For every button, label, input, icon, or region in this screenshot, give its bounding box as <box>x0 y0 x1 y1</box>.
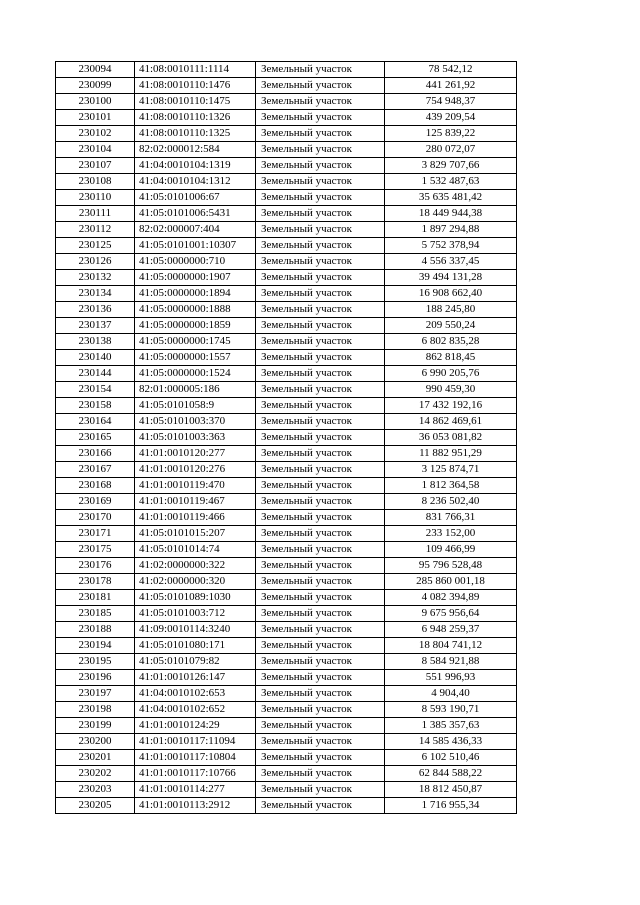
cadastral-value-cell: 18 449 944,38 <box>385 206 517 222</box>
cadastral-number-cell: 41:05:0000000:1524 <box>135 366 256 382</box>
object-type-cell: Земельный участок <box>256 718 385 734</box>
table-row <box>56 158 517 174</box>
row-id-cell: 230138 <box>56 334 135 350</box>
row-id-cell: 230094 <box>56 62 135 78</box>
table-row <box>56 190 517 206</box>
table-row <box>56 542 517 558</box>
table-row <box>56 62 517 78</box>
object-type-cell: Земельный участок <box>256 542 385 558</box>
row-id-cell: 230202 <box>56 766 135 782</box>
object-type-cell: Земельный участок <box>256 606 385 622</box>
cadastral-value-cell: 6 102 510,46 <box>385 750 517 766</box>
table-row <box>56 366 517 382</box>
table-row <box>56 702 517 718</box>
object-type-cell: Земельный участок <box>256 526 385 542</box>
cadastral-number-cell: 41:02:0000000:322 <box>135 558 256 574</box>
cadastral-number-cell: 41:05:0000000:1907 <box>135 270 256 286</box>
row-id-cell: 230100 <box>56 94 135 110</box>
row-id-cell: 230104 <box>56 142 135 158</box>
cadastral-number-cell: 41:05:0000000:1557 <box>135 350 256 366</box>
cadastral-number-cell: 41:08:0010110:1475 <box>135 94 256 110</box>
object-type-cell: Земельный участок <box>256 206 385 222</box>
table-row <box>56 174 517 190</box>
row-id-cell: 230205 <box>56 798 135 814</box>
cadastral-value-cell: 4 904,40 <box>385 686 517 702</box>
object-type-cell: Земельный участок <box>256 398 385 414</box>
cadastral-number-cell: 41:05:0101003:363 <box>135 430 256 446</box>
table-row <box>56 110 517 126</box>
table-row <box>56 670 517 686</box>
cadastral-value-cell: 16 908 662,40 <box>385 286 517 302</box>
object-type-cell: Земельный участок <box>256 670 385 686</box>
cadastral-number-cell: 41:05:0101001:10307 <box>135 238 256 254</box>
row-id-cell: 230171 <box>56 526 135 542</box>
row-id-cell: 230188 <box>56 622 135 638</box>
row-id-cell: 230176 <box>56 558 135 574</box>
cadastral-number-cell: 41:04:0010102:653 <box>135 686 256 702</box>
cadastral-value-cell: 551 996,93 <box>385 670 517 686</box>
table-row <box>56 302 517 318</box>
row-id-cell: 230136 <box>56 302 135 318</box>
object-type-cell: Земельный участок <box>256 430 385 446</box>
cadastral-number-cell: 41:05:0101058:9 <box>135 398 256 414</box>
table-row <box>56 654 517 670</box>
cadastral-value-cell: 1 385 357,63 <box>385 718 517 734</box>
cadastral-number-cell: 41:05:0101080:171 <box>135 638 256 654</box>
table-row <box>56 638 517 654</box>
table-row <box>56 478 517 494</box>
cadastral-number-cell: 41:04:0010104:1319 <box>135 158 256 174</box>
table-row <box>56 590 517 606</box>
cadastral-number-cell: 41:08:0010111:1114 <box>135 62 256 78</box>
cadastral-value-cell: 9 675 956,64 <box>385 606 517 622</box>
cadastral-value-cell: 209 550,24 <box>385 318 517 334</box>
cadastral-number-cell: 41:01:0010119:466 <box>135 510 256 526</box>
table-row <box>56 782 517 798</box>
cadastral-number-cell: 41:09:0010114:3240 <box>135 622 256 638</box>
object-type-cell: Земельный участок <box>256 62 385 78</box>
object-type-cell: Земельный участок <box>256 238 385 254</box>
cadastral-value-cell: 1 532 487,63 <box>385 174 517 190</box>
cadastral-value-cell: 3 829 707,66 <box>385 158 517 174</box>
cadastral-number-cell: 82:01:000005:186 <box>135 382 256 398</box>
table-row <box>56 798 517 814</box>
table-row <box>56 286 517 302</box>
cadastral-value-cell: 35 635 481,42 <box>385 190 517 206</box>
table-row <box>56 430 517 446</box>
cadastral-number-cell: 41:01:0010113:2912 <box>135 798 256 814</box>
cadastral-value-cell: 4 082 394,89 <box>385 590 517 606</box>
cadastral-number-cell: 41:01:0010117:10766 <box>135 766 256 782</box>
row-id-cell: 230168 <box>56 478 135 494</box>
cadastral-number-cell: 41:08:0010110:1325 <box>135 126 256 142</box>
row-id-cell: 230196 <box>56 670 135 686</box>
cadastral-number-cell: 41:01:0010120:276 <box>135 462 256 478</box>
table-row <box>56 382 517 398</box>
cadastral-value-cell: 188 245,80 <box>385 302 517 318</box>
object-type-cell: Земельный участок <box>256 334 385 350</box>
table-row <box>56 526 517 542</box>
object-type-cell: Земельный участок <box>256 654 385 670</box>
table-row <box>56 574 517 590</box>
cadastral-value-cell: 831 766,31 <box>385 510 517 526</box>
cadastral-value-cell: 18 812 450,87 <box>385 782 517 798</box>
row-id-cell: 230140 <box>56 350 135 366</box>
object-type-cell: Земельный участок <box>256 286 385 302</box>
row-id-cell: 230175 <box>56 542 135 558</box>
row-id-cell: 230132 <box>56 270 135 286</box>
cadastral-value-cell: 285 860 001,18 <box>385 574 517 590</box>
row-id-cell: 230170 <box>56 510 135 526</box>
object-type-cell: Земельный участок <box>256 734 385 750</box>
row-id-cell: 230178 <box>56 574 135 590</box>
object-type-cell: Земельный участок <box>256 350 385 366</box>
cadastral-number-cell: 41:05:0101003:370 <box>135 414 256 430</box>
row-id-cell: 230134 <box>56 286 135 302</box>
object-type-cell: Земельный участок <box>256 126 385 142</box>
cadastral-number-cell: 41:05:0000000:1859 <box>135 318 256 334</box>
table-row <box>56 446 517 462</box>
cadastral-value-cell: 11 882 951,29 <box>385 446 517 462</box>
cadastral-number-cell: 41:08:0010110:1476 <box>135 78 256 94</box>
object-type-cell: Земельный участок <box>256 318 385 334</box>
object-type-cell: Земельный участок <box>256 78 385 94</box>
cadastral-value-cell: 8 236 502,40 <box>385 494 517 510</box>
cadastral-value-cell: 990 459,30 <box>385 382 517 398</box>
object-type-cell: Земельный участок <box>256 702 385 718</box>
cadastral-value-cell: 441 261,92 <box>385 78 517 94</box>
row-id-cell: 230111 <box>56 206 135 222</box>
cadastral-value-cell: 5 752 378,94 <box>385 238 517 254</box>
cadastral-number-cell: 41:01:0010126:147 <box>135 670 256 686</box>
object-type-cell: Земельный участок <box>256 158 385 174</box>
cadastral-number-cell: 41:05:0000000:1745 <box>135 334 256 350</box>
object-type-cell: Земельный участок <box>256 222 385 238</box>
row-id-cell: 230137 <box>56 318 135 334</box>
table-row <box>56 734 517 750</box>
cadastral-number-cell: 41:05:0000000:1888 <box>135 302 256 318</box>
cadastral-value-cell: 1 812 364,58 <box>385 478 517 494</box>
table-row <box>56 270 517 286</box>
cadastral-number-cell: 82:02:000007:404 <box>135 222 256 238</box>
table-row <box>56 78 517 94</box>
row-id-cell: 230154 <box>56 382 135 398</box>
object-type-cell: Земельный участок <box>256 766 385 782</box>
cadastral-value-cell: 280 072,07 <box>385 142 517 158</box>
object-type-cell: Земельный участок <box>256 750 385 766</box>
cadastral-number-cell: 41:01:0010119:470 <box>135 478 256 494</box>
cadastral-value-cell: 18 804 741,12 <box>385 638 517 654</box>
row-id-cell: 230164 <box>56 414 135 430</box>
object-type-cell: Земельный участок <box>256 622 385 638</box>
table-row <box>56 206 517 222</box>
object-type-cell: Земельный участок <box>256 366 385 382</box>
row-id-cell: 230185 <box>56 606 135 622</box>
cadastral-value-cell: 39 494 131,28 <box>385 270 517 286</box>
cadastral-number-cell: 41:02:0000000:320 <box>135 574 256 590</box>
cadastral-value-cell: 14 585 436,33 <box>385 734 517 750</box>
cadastral-value-cell: 125 839,22 <box>385 126 517 142</box>
object-type-cell: Земельный участок <box>256 94 385 110</box>
cadastral-number-cell: 41:01:0010120:277 <box>135 446 256 462</box>
cadastral-number-cell: 41:05:0101015:207 <box>135 526 256 542</box>
object-type-cell: Земельный участок <box>256 494 385 510</box>
row-id-cell: 230169 <box>56 494 135 510</box>
object-type-cell: Земельный участок <box>256 462 385 478</box>
cadastral-value-cell: 1 897 294,88 <box>385 222 517 238</box>
table-row <box>56 558 517 574</box>
table-row <box>56 686 517 702</box>
cadastral-value-cell: 14 862 469,61 <box>385 414 517 430</box>
row-id-cell: 230201 <box>56 750 135 766</box>
row-id-cell: 230110 <box>56 190 135 206</box>
cadastral-number-cell: 41:01:0010119:467 <box>135 494 256 510</box>
object-type-cell: Земельный участок <box>256 782 385 798</box>
property-table <box>55 61 517 814</box>
cadastral-number-cell: 82:02:000012:584 <box>135 142 256 158</box>
table-row <box>56 414 517 430</box>
cadastral-value-cell: 6 990 205,76 <box>385 366 517 382</box>
table-row <box>56 750 517 766</box>
cadastral-value-cell: 62 844 588,22 <box>385 766 517 782</box>
table-row <box>56 222 517 238</box>
row-id-cell: 230167 <box>56 462 135 478</box>
row-id-cell: 230194 <box>56 638 135 654</box>
row-id-cell: 230126 <box>56 254 135 270</box>
object-type-cell: Земельный участок <box>256 638 385 654</box>
row-id-cell: 230198 <box>56 702 135 718</box>
table-row <box>56 510 517 526</box>
row-id-cell: 230107 <box>56 158 135 174</box>
object-type-cell: Земельный участок <box>256 270 385 286</box>
cadastral-number-cell: 41:05:0101003:712 <box>135 606 256 622</box>
object-type-cell: Земельный участок <box>256 686 385 702</box>
table-row <box>56 334 517 350</box>
table-row <box>56 462 517 478</box>
cadastral-number-cell: 41:05:0101014:74 <box>135 542 256 558</box>
row-id-cell: 230108 <box>56 174 135 190</box>
table-row <box>56 718 517 734</box>
row-id-cell: 230199 <box>56 718 135 734</box>
object-type-cell: Земельный участок <box>256 414 385 430</box>
table-row <box>56 494 517 510</box>
object-type-cell: Земельный участок <box>256 110 385 126</box>
table-row <box>56 94 517 110</box>
cadastral-value-cell: 6 802 835,28 <box>385 334 517 350</box>
object-type-cell: Земельный участок <box>256 174 385 190</box>
cadastral-value-cell: 95 796 528,48 <box>385 558 517 574</box>
object-type-cell: Земельный участок <box>256 446 385 462</box>
row-id-cell: 230112 <box>56 222 135 238</box>
row-id-cell: 230203 <box>56 782 135 798</box>
row-id-cell: 230158 <box>56 398 135 414</box>
table-row <box>56 766 517 782</box>
cadastral-value-cell: 6 948 259,37 <box>385 622 517 638</box>
table-row <box>56 318 517 334</box>
cadastral-value-cell: 4 556 337,45 <box>385 254 517 270</box>
table-row <box>56 606 517 622</box>
object-type-cell: Земельный участок <box>256 190 385 206</box>
object-type-cell: Земельный участок <box>256 382 385 398</box>
cadastral-value-cell: 754 948,37 <box>385 94 517 110</box>
cadastral-value-cell: 233 152,00 <box>385 526 517 542</box>
cadastral-number-cell: 41:01:0010117:11094 <box>135 734 256 750</box>
object-type-cell: Земельный участок <box>256 798 385 814</box>
row-id-cell: 230200 <box>56 734 135 750</box>
object-type-cell: Земельный участок <box>256 558 385 574</box>
property-table-body <box>56 62 517 814</box>
row-id-cell: 230099 <box>56 78 135 94</box>
cadastral-value-cell: 17 432 192,16 <box>385 398 517 414</box>
cadastral-number-cell: 41:05:0101089:1030 <box>135 590 256 606</box>
cadastral-value-cell: 3 125 874,71 <box>385 462 517 478</box>
cadastral-number-cell: 41:01:0010124:29 <box>135 718 256 734</box>
cadastral-number-cell: 41:05:0000000:710 <box>135 254 256 270</box>
cadastral-value-cell: 439 209,54 <box>385 110 517 126</box>
cadastral-number-cell: 41:05:0101006:5431 <box>135 206 256 222</box>
object-type-cell: Земельный участок <box>256 142 385 158</box>
row-id-cell: 230197 <box>56 686 135 702</box>
table-row <box>56 622 517 638</box>
row-id-cell: 230195 <box>56 654 135 670</box>
cadastral-number-cell: 41:01:0010117:10804 <box>135 750 256 766</box>
object-type-cell: Земельный участок <box>256 478 385 494</box>
cadastral-value-cell: 862 818,45 <box>385 350 517 366</box>
table-row <box>56 254 517 270</box>
row-id-cell: 230181 <box>56 590 135 606</box>
object-type-cell: Земельный участок <box>256 302 385 318</box>
row-id-cell: 230101 <box>56 110 135 126</box>
cadastral-number-cell: 41:05:0000000:1894 <box>135 286 256 302</box>
row-id-cell: 230144 <box>56 366 135 382</box>
cadastral-number-cell: 41:05:0101006:67 <box>135 190 256 206</box>
table-row <box>56 238 517 254</box>
table-row <box>56 350 517 366</box>
row-id-cell: 230165 <box>56 430 135 446</box>
row-id-cell: 230166 <box>56 446 135 462</box>
cadastral-number-cell: 41:04:0010104:1312 <box>135 174 256 190</box>
cadastral-value-cell: 8 593 190,71 <box>385 702 517 718</box>
cadastral-number-cell: 41:04:0010102:652 <box>135 702 256 718</box>
object-type-cell: Земельный участок <box>256 574 385 590</box>
cadastral-number-cell: 41:05:0101079:82 <box>135 654 256 670</box>
object-type-cell: Земельный участок <box>256 254 385 270</box>
table-row <box>56 142 517 158</box>
cadastral-value-cell: 109 466,99 <box>385 542 517 558</box>
cadastral-value-cell: 78 542,12 <box>385 62 517 78</box>
object-type-cell: Земельный участок <box>256 510 385 526</box>
cadastral-number-cell: 41:01:0010114:277 <box>135 782 256 798</box>
cadastral-number-cell: 41:08:0010110:1326 <box>135 110 256 126</box>
row-id-cell: 230102 <box>56 126 135 142</box>
cadastral-value-cell: 1 716 955,34 <box>385 798 517 814</box>
cadastral-value-cell: 36 053 081,82 <box>385 430 517 446</box>
cadastral-value-cell: 8 584 921,88 <box>385 654 517 670</box>
object-type-cell: Земельный участок <box>256 590 385 606</box>
row-id-cell: 230125 <box>56 238 135 254</box>
table-row <box>56 398 517 414</box>
table-row <box>56 126 517 142</box>
